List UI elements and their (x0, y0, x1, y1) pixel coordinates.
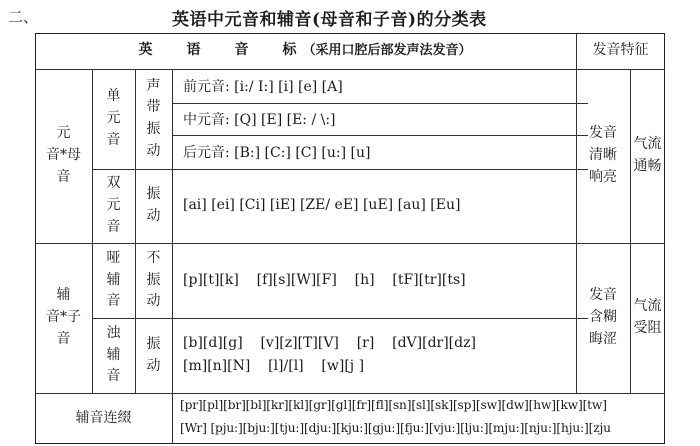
label-char: 声 (146, 77, 161, 94)
vibrate-label (135, 318, 172, 393)
label-char: 振 (146, 121, 161, 137)
middle-vowels: 中元音: [Q] [E] [E: / \:] (183, 112, 336, 128)
clusters-label: 辅音连缀 (75, 409, 132, 426)
feature-line: 发音 (589, 287, 617, 304)
header-word: 语 (186, 42, 201, 59)
label-char: 音 (106, 368, 121, 385)
row-divider (172, 135, 588, 136)
label-char: 振 (146, 335, 161, 352)
label-char: 单 (106, 88, 121, 105)
voiceless-consonants: [p][t][k] [f][s][W][F] [h] [tF][tr][ts] (183, 272, 466, 288)
label-char: 音 (106, 218, 121, 235)
header-word: 英 (138, 42, 153, 59)
label-line: 音 (56, 168, 71, 185)
label-char: 带 (146, 99, 161, 116)
label-line: 音*母 (46, 147, 81, 164)
consonant-feature-vague (576, 243, 630, 393)
header-word: 音 (234, 42, 249, 59)
label-char: 哑 (106, 249, 121, 266)
diphthongs: [ai] [ei] [Ci] [iE] [ZE/ eE] [uE] [au] [Eu] (183, 197, 461, 213)
vowels-group-label (35, 69, 92, 243)
row-divider (172, 103, 588, 104)
col-divider (172, 69, 173, 393)
feature-line: 发音 (589, 125, 617, 142)
label-char: 辅 (106, 271, 121, 288)
back-vowels: 后元音: [B:] [C:] [C] [u:] [u] (183, 145, 371, 161)
consonants-group-label (35, 243, 92, 393)
voiceless-label (92, 243, 135, 318)
label-char: 动 (146, 208, 161, 224)
no-vibrate-label (135, 243, 172, 318)
vowel-feature-airflow (630, 69, 665, 243)
label-char: 元 (106, 197, 121, 214)
label-char: 辅 (106, 346, 121, 363)
feature-line: 含糊 (589, 309, 617, 326)
header-phonetics (35, 33, 575, 69)
vowel-feature-clear (576, 69, 630, 243)
front-vowels: 前元音: [i:/ I:] [i] [e] [A] (183, 79, 343, 95)
col-divider (172, 393, 173, 444)
feature-line: 通畅 (633, 158, 662, 174)
feature-line: 响亮 (589, 168, 617, 185)
monophthong-label (92, 69, 135, 169)
label-char: 振 (146, 271, 161, 288)
consonant-feature-airflow (630, 243, 665, 393)
vibrate-label (135, 169, 172, 243)
feature-line: 受阻 (633, 320, 662, 336)
label-char: 不 (146, 249, 161, 266)
header-features: 发音特征 (592, 42, 649, 59)
diphthong-label (92, 169, 135, 243)
label-line: 辅 (56, 287, 71, 304)
voiced-consonants-row2: [m][n][N] [l]/[l] [w][j ] (183, 358, 365, 374)
clusters-row1: [pr][pl][br][bl][kr][kl][gr][gl][fr][fl][sn][sl][sk][sp][sw][dw][hw][kw][tw] (180, 398, 607, 412)
table-title: 英语中元音和辅音(母音和子音)的分类表 (172, 10, 487, 30)
label-char: 振 (146, 186, 161, 203)
label-char: 元 (106, 110, 121, 127)
voiced-consonants-row1: [b][d][g] [v][z][T][V] [r] [dV][dr][dz] (183, 335, 476, 351)
label-line: 音 (56, 330, 71, 347)
clusters-row2: [Wr] [pju:][bju:][tju:][dju:][kju:][gju:][fju:][vju:][lju:][mju:][nju:][hju:][zju (180, 421, 611, 435)
feature-line: 清晰 (589, 147, 617, 164)
voiced-label (92, 318, 135, 393)
header-note: （采用口腔后部发声法发音） (302, 42, 472, 58)
feature-line: 气流 (633, 136, 662, 153)
label-line: 音*子 (46, 309, 81, 326)
label-char: 音 (106, 293, 121, 310)
label-char: 浊 (106, 324, 121, 341)
label-char: 动 (146, 142, 161, 159)
header-word: 标 (282, 42, 297, 59)
label-char: 音 (106, 131, 121, 148)
section-number: 二、 (8, 8, 39, 26)
vocal-cords-label (135, 69, 172, 169)
feature-line: 晦涩 (589, 330, 617, 347)
label-line: 元 (56, 125, 71, 142)
label-char: 动 (146, 357, 161, 374)
label-char: 动 (146, 293, 161, 310)
feature-line: 气流 (633, 298, 662, 315)
label-char: 双 (106, 175, 121, 192)
